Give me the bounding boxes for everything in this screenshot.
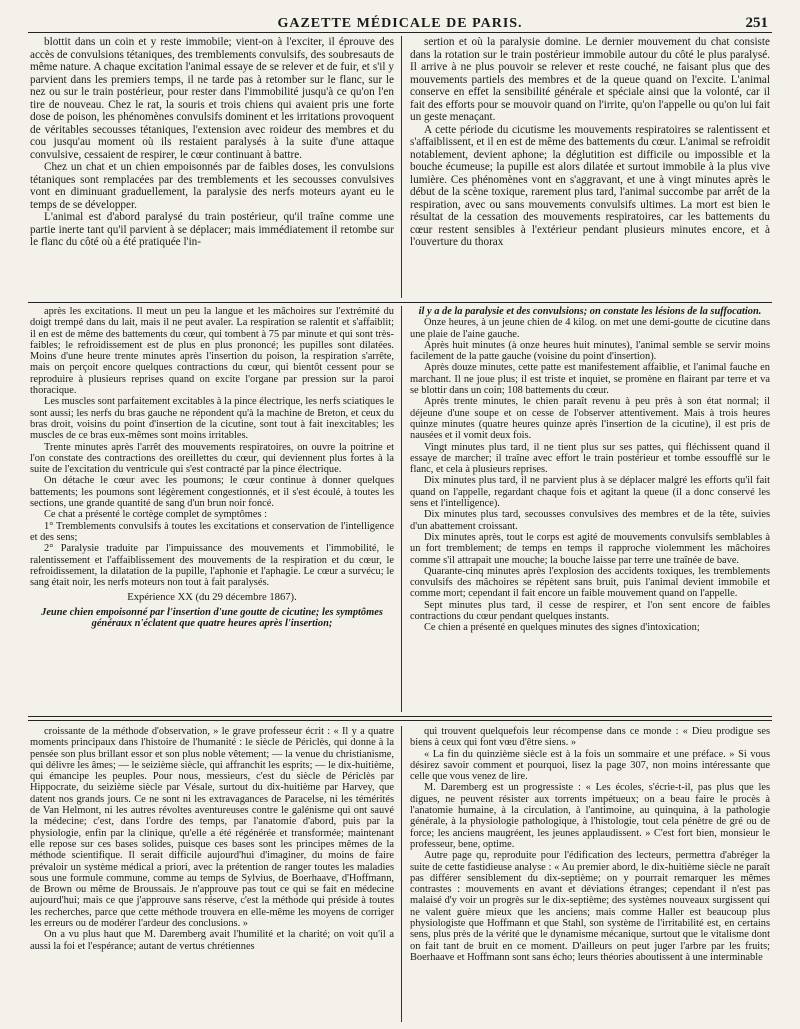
section-divider <box>28 302 772 303</box>
paragraph: Après huit minutes (à onze heures huit minutes), l'animal semble se servir moins facilement de la patte gauche (voisine du point d'insertion). <box>410 339 770 363</box>
paragraph: On détache le cœur avec les poumons; le cœur continue à donner quelques battements; les poumons sont légèrement congestionnés, et il s'est écoulé, à toutes les sections, une grande quantité de sang d'un brun noir foncé. <box>30 475 394 510</box>
paragraph: qui trouvent quelquefois leur récompense dans ce monde : « Dieu prodigue ses biens à ceux qui font vœu d'être siens. » <box>410 726 770 749</box>
paragraph: Autre page qu, reproduite pour l'édification des lecteurs, permettra d'abréger la suite de cette fastidieuse analyse : « Au premier abord, le dix-huitième siècle ne paraît pas différer sensiblement du dix-septième; on y pourrait remarquer les mêmes contrastes : mouvements en avant et déviations étranges; cependant il n'est pas malaisé d'y voir un progrès sur le dix-septième; des systèmes nouveaux surgissent qui ne valent guère mieux que les anciens; mais comme Haller est beaucoup plus physiologiste que Hoffmann et que Stahl, son système de l'irritabilité est, en certains sens, plus près de la vérité que le dynamisme mécanique, surtout que le vitalisme dont on fait tant de bruit en ce moment. D'ailleurs on peut juger l'arbre par les fruits; Boerhaave et Hoffmann sont sans écho; leurs théories aboutissent à une interminable <box>410 850 770 963</box>
section-middle <box>28 306 772 712</box>
paragraph: M. Daremberg est un progressiste : « Les écoles, s'écrie-t-il, pas plus que les digues, ne peuvent résister aux torrents impétueux; on a beau faire le procès à l'anatomie humaine, à la circulation, à l'antimoine, au quinquina, à la pathologie générale, à la physiologie pathologique, à l'histologie, tout cela pénètre de gré ou de force; les anciens maugréent, les jeunes applaudissent. » C'est fort bien, monsieur le professeur, bene, optime. <box>410 782 770 850</box>
paragraph: A cette période du cicutisme les mouvements respiratoires se ralentissent et s'affaiblissent, et il en est de même des battements du cœur. L'animal se refroidit notablement, devient aphone; la déglutition est difficile ou impossible et la bouche écumeuse; la pupille est alors dilatée et surtout immobile à la plus vive lumière. Ces phénomènes vont en s'aggravant, et une à vingt minutes après le début de la scène toxique, rarement plus tard, l'animal succombe par arrêt de la respiration, avec ou sans mouvements convulsifs ultimes. La mort est bien le résultat de la cessation des mouvements respiratoires, car les battements du cœur restent sensibles à l'extérieur pendant plusieurs minutes encore, et à l'ouverture du thorax <box>410 123 770 248</box>
paragraph: Trente minutes après l'arrêt des mouvements respiratoires, on ouvre la poitrine et l'on constate des contractions des oreillettes du cœur, qui deviennent plus fortes à la suite de l'excitation du ventricule qui s'est contracté par la pince électrique. <box>30 441 394 476</box>
column-bottom-left <box>30 726 394 1022</box>
paragraph: Ce chat a présenté le cortège complet de symptômes : <box>44 509 268 521</box>
paragraph: Sept minutes plus tard, il cesse de respirer, et l'on sent encore de faibles contractions du cœur pendant quelques instants. <box>410 599 770 623</box>
column-divider <box>401 726 402 1022</box>
column-divider <box>401 36 402 298</box>
paragraph: On a vu plus haut que M. Daremberg avait l'humilité et la charité; on voit qu'il a aussi la foi et l'espérance; autant de vertus chrétiennes <box>30 929 394 952</box>
paragraph: Chez un chat et un chien empoisonnés par de faibles doses, les convulsions tétaniques sont remplacées par des tremblements et les secousses convulsives vont en diminuant graduellement, la paralysie des nerfs moteurs ayant eu le temps de se développer. <box>30 161 394 211</box>
column-middle-left <box>30 306 394 712</box>
page-header <box>28 6 772 33</box>
paragraph: Après trente minutes, le chien paraît revenu à peu près à son état normal; il déjeune d'une soupe et on cesse de l'observer attentivement. Mais à trois heures quinze minutes (quatre heures quinze après l'insertion de la cicutine), il est pris de nausées et il vomit deux fois. <box>410 396 770 442</box>
paragraph: Dix minutes après, tout le corps est agité de mouvements convulsifs semblables à un fort tremblement; de temps en temps il rapproche violemment les mâchoires comme s'il attrapait une mouche; la bouche laisse par terre une traînée de bave. <box>410 531 770 566</box>
paragraph: 2° Paralysie traduite par l'impuissance des mouvements et l'immobilité, le ralentissement et l'affaiblissement des mouvements de la respiration et du cœur, le refroidissement, la dilatation de la pupille, l'aphonie et l'aphagie. Le cœur a survécu; le sang était noir, les nerfs moteurs non tout à fait paralysés. <box>30 543 394 589</box>
paragraph: Ce chien a présenté en quelques minutes des signes d'intoxication; <box>424 622 700 634</box>
paragraph: Vingt minutes plus tard, il ne tient plus sur ses pattes, qui fléchissent quand il essaye de marcher; il traîne avec effort le train postérieur et tombe essoufflé sur le flanc, et cela à plusieurs reprises. <box>410 441 770 476</box>
paragraph: Dix minutes plus tard, secousses convulsives des membres et de la tête, suivies d'un abattement croissant. <box>410 509 770 532</box>
paragraph: Les muscles sont parfaitement excitables à la pince électrique, les nerfs sciatiques le sont aussi; les nerfs du bras gauche ne répondent qu'à la machine de Breton, et ceux du bras droit, voisins du point d'insertion de la cicutine, sont tout à fait inexcitables; les muscles de ce bras eux-mêmes sont moins irritables. <box>30 396 394 442</box>
section-top <box>28 36 772 298</box>
column-middle-right <box>410 306 770 712</box>
page-number: 251 <box>745 15 768 31</box>
paragraph: « La fin du quinzième siècle est à la fois un sommaire et une préface. » Si vous désirez savoir comment et pourquoi, lisez la page 307, non moins intéressante que celle que vous venez de lire. <box>410 748 770 783</box>
paragraph: blottit dans un coin et y reste immobile; vient-on à l'exciter, il éprouve des accès de convulsions tétaniques, des tremblements convulsifs, des soubresauts de même nature. A chaque excitation l'animal essaye de se relever et de fuir, et s'il y parvient dans les premiers temps, il ne tarde pas à retomber sur le flanc, sur le nez ou sur le train postérieur, pour rester dans l'immobilité jusqu'à ce qu'on l'en tire de nouveau. Chez le rat, la souris et trois chiens qui avaient pris une forte dose de poison, les phénomènes convulsifs dominent et les irritations provoquent de véritables secousses tétaniques, l'extension avec roideur des membres et du cou jusqu'au moment où ils restaient paralysés à la suite d'une attaque convulsive, cessaient de respirer, le cœur continuant à battre. <box>30 36 394 161</box>
column-top-right <box>410 36 770 298</box>
paragraph: 1° Tremblements convulsifs à toutes les excitations et conservation de l'intelligence et des sens; <box>30 520 394 543</box>
column-divider <box>401 306 402 712</box>
paragraph: sertion et où la paralysie domine. Le dernier mouvement du chat consiste dans la rotation sur le train postérieur immobile autour du côté le plus paralysé. Il arrive à ne plus pouvoir se relever et reste couché, ne faisant plus que des mouvements partiels des membres et de la queue quand on l'excite. L'animal conserve en effet la sensibilité générale et spéciale ainsi que la volonté, car il fait des efforts pour se mouvoir quand on l'irrite, qu'on l'appelle ou qu'on lui fait un geste menaçant. <box>410 36 770 123</box>
column-bottom-right <box>410 726 770 1022</box>
paragraph: Après douze minutes, cette patte est manifestement affaiblie, et l'animal fauche en marchant. Il ne joue plus; il est triste et inquiet, se promène en flairant par terre et va se blottir dans un coin; 108 battements du cœur. <box>410 362 770 397</box>
section-divider <box>28 716 772 717</box>
paragraph: après les excitations. Il meut un peu la langue et les mâchoires sur l'extrémité du doigt trempé dans du lait, mais il ne peut avaler. La respiration se ralentit et s'affaiblit; il en est de même des battements du cœur, qui tombent à 75 par minute et qui sont très-faibles; le refroidissement est de plus en plus prononcé; les pupilles sont dilatées. Moins d'une heure trente minutes après l'insertion du poison, la respiration s'arrête, mais on perçoit encore quelques contractions du cœur, qui bientôt cessent pour se reproduire à plusieurs reprises quand on excite l'organe par pression sur la paroi thoracique. <box>30 306 394 397</box>
journal-title: GAZETTE MÉDICALE DE PARIS. <box>277 16 523 31</box>
paragraph: Quarante-cinq minutes après l'explosion des accidents toxiques, les tremblements convulsifs des mâchoires se répètent sans bruit, puis l'animal devient immobile et comme mort; cependant il fait encore un faible mouvement quand on l'appelle. <box>410 565 770 600</box>
paragraph: Onze heures, à un jeune chien de 4 kilog. on met une demi-goutte de cicutine dans une plaie de l'aine gauche. <box>410 317 770 340</box>
section-divider <box>28 720 772 721</box>
newspaper-page <box>28 6 772 1024</box>
paragraph: L'animal est d'abord paralysé du train postérieur, qu'il traîne comme une partie inerte tant qu'il parvient à se déplacer; mais immédiatement il retombe sur le flanc du côté où a été pratiquée l'in- <box>30 211 394 248</box>
paragraph: croissante de la méthode d'observation, » le grave professeur écrit : « Il y a quatre moments principaux dans l'histoire de l'humanité : le siècle de Périclès, qui donne à la pensée son plus brillant essor et son plus noble vêtement; — la venue du christianisme, qui délivre les âmes; — le seizième siècle, qui affranchit les esprits; — le dix-huitième, qui émancipe les peuples. Pour nous, messieurs, c'est du siècle de Périclès par Hippocrate, du seizième siècle par Vésale, surtout du dix-huitième par Harvey, que datent nos grands jours. Ce ne sont ni les extravagances de Paracelse, ni les témérités de Van Helmont, ni les autres révoltes aventureuses contre le galénisme qui ont sauvé la médecine; c'est, dans l'ordre des temps, par l'anatomie d'abord, puis par la physiologie, enfin par la clinique, qu'elle a été régénérée et transformée; maintenant elle repose sur ces bases solides, puisque ces bases sont les principes mêmes de la méthode scientifique. Il serait difficile aujourd'hui d'imaginer, du moins de faire prévaloir un système médical a priori, avec la prétention de ranger toutes les maladies sous une formule commune, comme au temps de Sylvius, de Boerhaave, d'Hoffmann, de Brown ou même de Broussais. Je n'approuve pas tout ce qui se fait en médecine aujourd'hui; mais ce que j'approuve sans réserve, c'est la méthode qui préside à toutes les recherches, parce que cette méthode trouvera en elle-même les moyens de corriger les erreurs ou de modérer l'ardeur des conclusions. » <box>30 726 394 930</box>
experiment-title: Expérience XX (du 29 décembre 1867). <box>127 592 297 604</box>
experiment-subtitle: Jeune chien empoisonné par l'insertion d'une goutte de cicutine; les symptômes généraux n'éclatent que quatre heures après l'insertion; <box>41 606 383 630</box>
paragraph: Dix minutes plus tard, il ne parvient plus à se déplacer malgré les efforts qu'il fait quand on l'appelle, regardant chaque fois et agitant la queue (il a donc conservé les sens et l'intelligence). <box>410 475 770 510</box>
experiment-subtitle-continued: il y a de la paralysie et des convulsions; on constate les lésions de la suffocation. <box>418 306 762 317</box>
section-bottom <box>28 726 772 1022</box>
column-top-left <box>30 36 394 298</box>
